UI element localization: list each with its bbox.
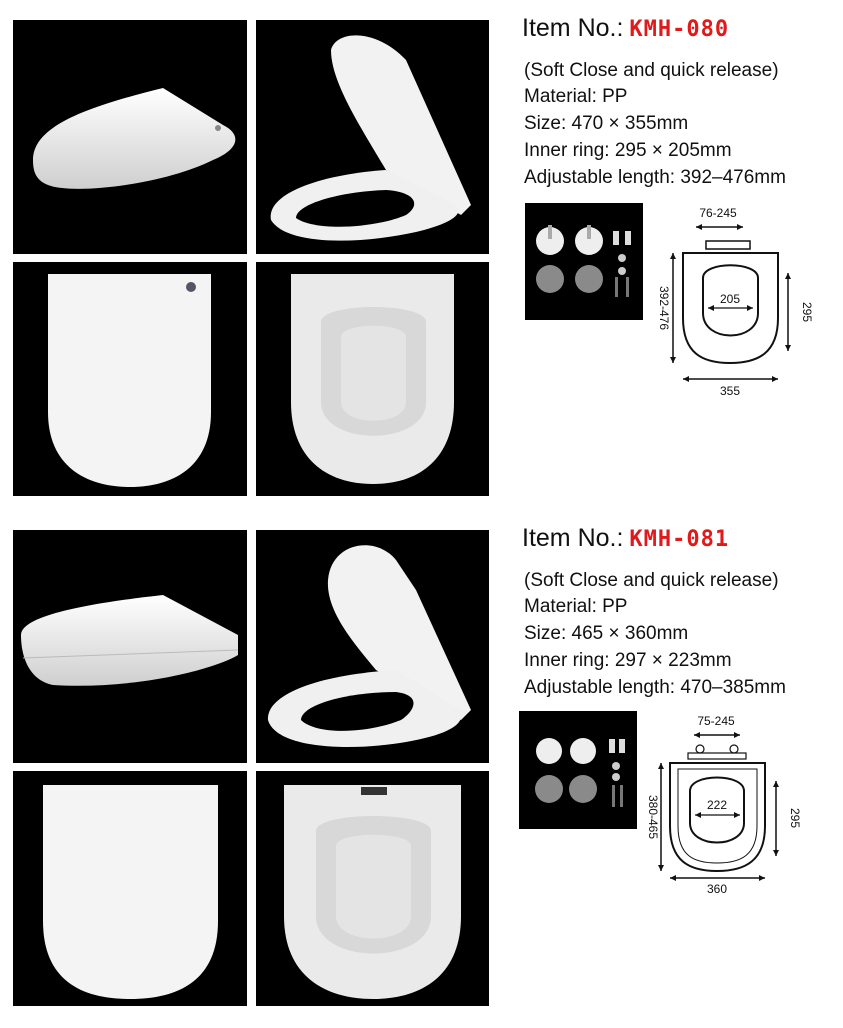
product-1-item-heading — [522, 14, 729, 43]
product-2-photo-side — [13, 530, 247, 763]
product-1-spec-feature: (Soft Close and quick release) — [524, 60, 779, 81]
product-1-photo-underside — [256, 262, 489, 496]
product-2-photo-top — [13, 771, 247, 1006]
product-1-spec-size: Size: 470 × 355mm — [524, 113, 689, 134]
product-1-dim-length: 392-476 — [657, 285, 671, 331]
product-1-hardware-kit-photo — [525, 203, 643, 320]
product-2-photo-underside — [256, 771, 489, 1006]
product-2-item-heading — [522, 524, 729, 553]
product-2-item-label: Item No.: — [522, 524, 624, 552]
product-1-dim-width: 355 — [719, 384, 741, 398]
product-2-hardware-kit-photo — [519, 711, 637, 829]
product-2-dim-inner-width: 222 — [706, 798, 728, 812]
product-1-dim-hinge-span: 76-245 — [699, 206, 737, 220]
product-2-dim-hinge-span: 75-245 — [697, 714, 735, 728]
product-1-spec-material: Material: PP — [524, 86, 628, 107]
product-1-photo-open — [256, 20, 489, 254]
product-1-photo-side — [13, 20, 247, 254]
product-1-spec-adjustable-length: Adjustable length: 392–476mm — [524, 167, 786, 188]
product-2-item-code: KMH-081 — [629, 527, 730, 552]
product-1-dim-inner-width: 205 — [719, 292, 741, 306]
product-2-dim-length: 380-465 — [646, 794, 660, 840]
product-2-dim-width: 360 — [706, 882, 728, 896]
product-2-spec-inner-ring: Inner ring: 297 × 223mm — [524, 650, 732, 671]
product-1-spec-inner-ring: Inner ring: 295 × 205mm — [524, 140, 732, 161]
product-1-photo-top — [13, 262, 247, 496]
product-1-dimension-diagram — [648, 203, 818, 401]
product-1-dim-inner-length: 295 — [800, 301, 814, 323]
product-2-dimension-diagram — [640, 711, 810, 899]
product-2-dim-inner-length: 295 — [788, 807, 802, 829]
product-2-spec-size: Size: 465 × 360mm — [524, 623, 689, 644]
product-2-spec-feature: (Soft Close and quick release) — [524, 570, 779, 591]
product-1-item-label: Item No.: — [522, 14, 624, 42]
product-2-spec-adjustable-length: Adjustable length: 470–385mm — [524, 677, 786, 698]
product-2-spec-material: Material: PP — [524, 596, 628, 617]
product-1-item-code: KMH-080 — [629, 17, 730, 42]
product-2-photo-open — [256, 530, 489, 763]
